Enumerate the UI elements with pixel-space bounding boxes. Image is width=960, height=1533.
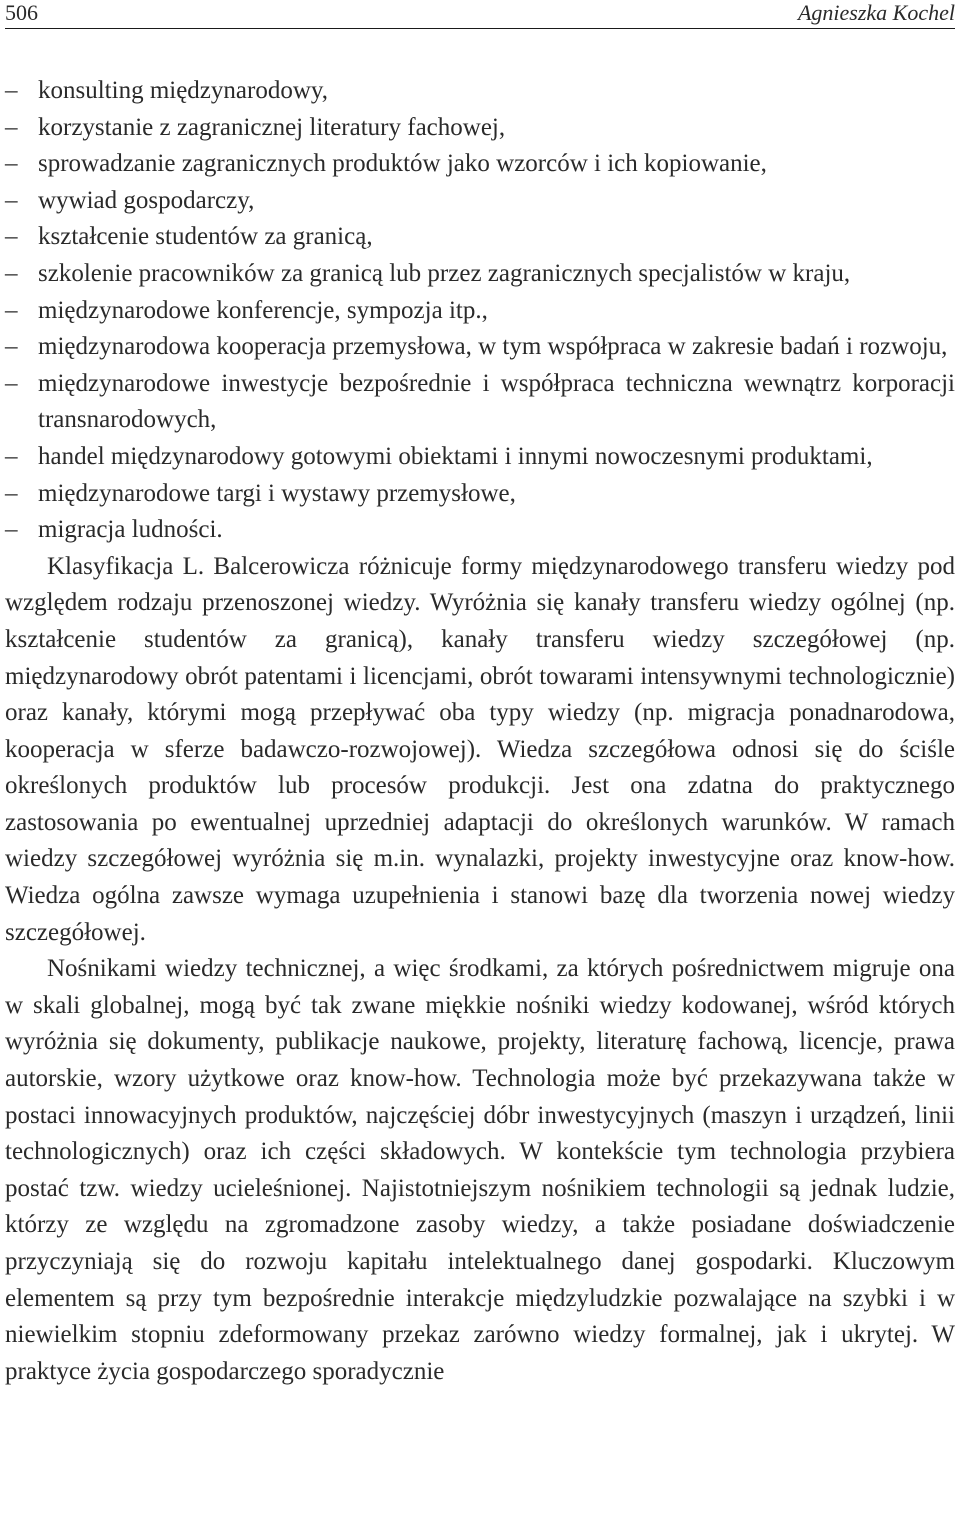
page-body [5,73,955,1390]
list-item [5,256,955,293]
list-dash: – [5,223,18,251]
list-item [5,329,955,366]
list-dash: – [5,186,18,214]
list-dash: – [5,333,18,361]
list-item-text: korzystanie z zagranicznej literatury fachowej, [38,113,506,141]
list-item [5,439,955,476]
page-number: 506 [5,0,38,25]
list-item [5,73,955,110]
transfer-channels-list [5,73,955,549]
list-dash: – [5,113,18,141]
body-paragraph: Nośnikami wiedzy technicznej, a więc środkami, za których pośrednictwem migruje ona w skali globalnej, mogą być tak zwane miękkie nośniki wiedzy kodowanej, wśród których wyróżnia się dokumenty, publikacje naukowe, projekty, literaturę fachową, licencje, prawa autorskie, wzory użytkowe oraz know-how. Technologia może być przekazywana także w postaci innowacyjnych produktów, najczęściej dóbr inwestycyjnych (maszyn i urządzeń, linii technologicznych) oraz ich części składowych. W kontekście tym technologia przybiera postać tzw. wiedzy ucieleśnionej. Najistotniejszym nośnikiem technologii są jednak ludzie, którzy ze względu na zgromadzone zasoby wiedzy, a także posiadane doświadczenie przyczyniają się do rozwoju kapitału intelektualnego danej gospodarki. Kluczowym elementem są przy tym bezpośrednie interakcje międzyludzkie pozwalające na szybki i w niewielkim stopniu zdeformowany przekaz zarówno wiedzy formalnej, jak i ukrytej. W praktyce życia gospodarczego sporadycznie [5,955,955,1385]
list-item [5,146,955,183]
list-item [5,476,955,513]
list-item-text: szkolenie pracowników za granicą lub przez zagranicznych specjalistów w kraju, [38,259,851,287]
list-item [5,293,955,330]
list-dash: – [5,442,18,470]
list-item-text: wywiad gospodarczy, [38,186,255,214]
list-item [5,219,955,256]
list-item [5,110,955,147]
list-item-text: sprowadzanie zagranicznych produktów jako wzorców i ich kopiowanie, [38,150,767,178]
list-item-text: kształcenie studentów za granicą, [38,223,373,251]
list-item-text: migracja ludności. [38,516,223,544]
running-header [5,0,955,29]
list-item [5,512,955,549]
list-dash: – [5,516,18,544]
body-paragraph: Klasyfikacja L. Balcerowicza różnicuje formy międzynarodowego transferu wiedzy pod względem rodzaju przenoszonej wiedzy. Wyróżnia się kanały transferu wiedzy ogólnej (np. kształcenie studentów za granicą), kanały transferu wiedzy szczegółowej (np. międzynarodowy obrót patentami i licencjami, obrót towarami intensywnymi technologicznie) oraz kanały, którymi mogą przepływać oba typy wiedzy (np. migracja ponadnarodowa, kooperacja w sferze badawczo-rozwojowej). Wiedza szczegółowa odnosi się do ściśle określonych produktów lub procesów produkcji. Jest ona zdatna do praktycznego zastosowania po ewentualnej uprzedniej adaptacji do określonych warunków. W ramach wiedzy szczegółowej wyróżnia się m.in. wynalazki, projekty inwestycyjne oraz know-how. Wiedza ogólna zawsze wymaga uzupełnienia i stanowi bazę dla tworzenia nowej wiedzy szczegółowej. [5,552,955,946]
list-item [5,366,955,439]
list-item [5,183,955,220]
list-item-text: międzynarodowe inwestycje bezpośrednie i współpraca techniczna wewnątrz korporacji transnarodowych, [38,369,955,434]
list-item-text: konsulting międzynarodowy, [38,77,329,104]
list-dash: – [5,479,18,507]
list-item-text: międzynarodowa kooperacja przemysłowa, w tym współpraca w zakresie badań i rozwoju, [38,333,948,361]
list-item-text: handel międzynarodowy gotowymi obiektami i innymi nowoczesnymi produktami, [38,442,873,470]
running-head-author: Agnieszka Kochel [797,0,955,25]
list-item-text: międzynarodowe konferencje, sympozja itp., [38,296,488,324]
list-dash: – [5,77,18,104]
list-dash: – [5,150,18,178]
list-dash: – [5,296,18,324]
list-dash: – [5,369,18,397]
list-dash: – [5,259,18,287]
list-item-text: międzynarodowe targi i wystawy przemysłowe, [38,479,516,507]
